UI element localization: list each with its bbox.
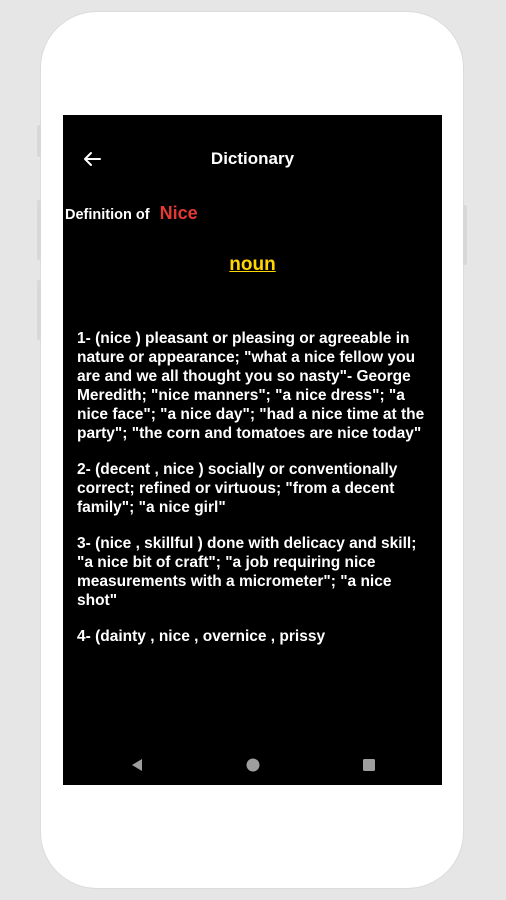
square-recents-icon [362, 758, 376, 772]
definition-item: 4- (dainty , nice , overnice , prissy [77, 628, 326, 645]
part-of-speech: noun [229, 254, 276, 275]
nav-back-button[interactable] [125, 753, 149, 777]
definition-item: 3- (nice , skillful ) done with delicacy and skill; "a nice bit of craft"; "a job requiring nice measurements with a micrometer"; "a nice shot" [77, 535, 417, 609]
app-bar [63, 115, 442, 203]
definition-list[interactable] [77, 329, 433, 695]
nav-home-button[interactable] [241, 753, 265, 777]
phone-side-button [37, 200, 41, 260]
page-title: Dictionary [210, 149, 295, 168]
app-screen [63, 115, 442, 785]
definition-label: Definition of [65, 207, 150, 223]
definition-heading [65, 203, 198, 225]
system-nav-bar [63, 745, 442, 785]
nav-recents-button[interactable] [357, 753, 381, 777]
phone-side-button [37, 280, 41, 340]
phone-side-button [37, 125, 41, 157]
triangle-back-icon [130, 758, 144, 772]
definition-word: Nice [159, 203, 198, 223]
definition-item: 2- (decent , nice ) socially or conventionally correct; refined or virtuous; "from a decent family"; "a nice girl" [77, 461, 398, 516]
phone-side-button [463, 205, 467, 265]
circle-home-icon [246, 758, 260, 772]
definition-item: 1- (nice ) pleasant or pleasing or agreeable in nature or appearance; "what a nice fellow you are and we all thought you so nasty"- George Meredith; "nice manners"; "a nice dress"; "a nice face"; "a nice day"; "had a nice time at the party"; "the corn and tomatoes are nice today" [77, 330, 425, 442]
